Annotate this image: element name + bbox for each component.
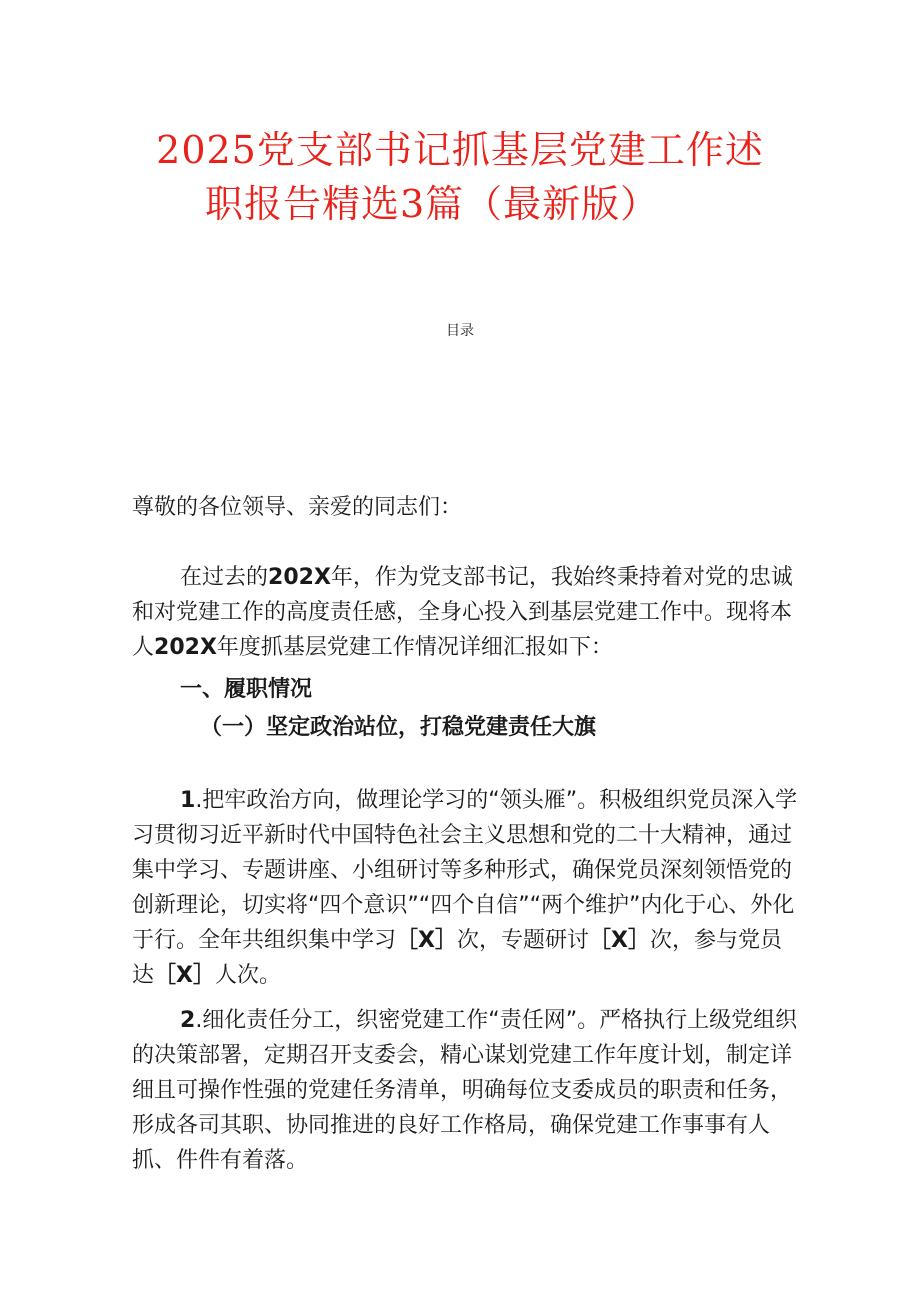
- intro-text-c: 年度抓基层党建工作情况详细汇报如下：: [216, 635, 613, 660]
- intro-year-1: 202X: [268, 565, 331, 590]
- item-1-text-b: 次，专题研讨: [456, 928, 589, 953]
- item-1-paragraph: [132, 783, 802, 993]
- item-1-placeholder-3: ［X］: [154, 963, 215, 988]
- item-1-placeholder-2: ［X］: [589, 928, 650, 953]
- intro-text-b: 年，作为党支部书记，我始终秉持着对党的忠诚和对党建工作的高度责任感，全身心投入到基层党建工作中。现将本人: [132, 565, 793, 660]
- item-2-number: 2: [180, 1008, 196, 1033]
- intro-paragraph: [132, 560, 802, 665]
- table-of-contents-label: 目录: [446, 323, 474, 339]
- item-1-text-a: .把牢政治方向，做理论学习的“领头雁”。积极组织党员深入学习贯彻习近平新时代中国特色社会主义思想和党的二十大精神，通过集中学习、专题讲座、小组研讨等多种形式，确保党员深刻领悟党的创新理论，切实将“四个意识”“四个自信”“两个维护”内化于心、外化于行。全年共组织集中学习: [132, 788, 798, 953]
- item-1-text-d: 人次。: [214, 963, 281, 988]
- item-1-text-c: 次，参与党员达: [132, 928, 782, 988]
- intro-text-a: 在过去的: [180, 565, 269, 590]
- item-2-paragraph: [132, 1003, 802, 1178]
- section-heading-1: 一、履职情况: [180, 677, 313, 702]
- item-1-placeholder-1: ［X］: [396, 928, 457, 953]
- item-1-number: 1: [180, 788, 196, 813]
- document-title-line-2: 职报告精选3篇（最新版）: [205, 182, 660, 226]
- document-title-line-1: 2025党支部书记抓基层党建工作述: [156, 128, 764, 172]
- salutation: 尊敬的各位领导、亲爱的同志们：: [132, 495, 463, 520]
- subsection-heading-1: （一）坚定政治站位，打稳党建责任大旗: [200, 715, 597, 740]
- item-2-text: .细化责任分工，织密党建工作“责任网”。严格执行上级党组织的决策部署，定期召开支委会，精心谋划党建工作年度计划，制定详细且可操作性强的党建任务清单，明确每位支委成员的职责和任务，形成各司其职、协同推进的良好工作格局，确保党建工作事事有人抓、件件有着落。: [132, 1008, 798, 1173]
- intro-year-2: 202X: [154, 635, 217, 660]
